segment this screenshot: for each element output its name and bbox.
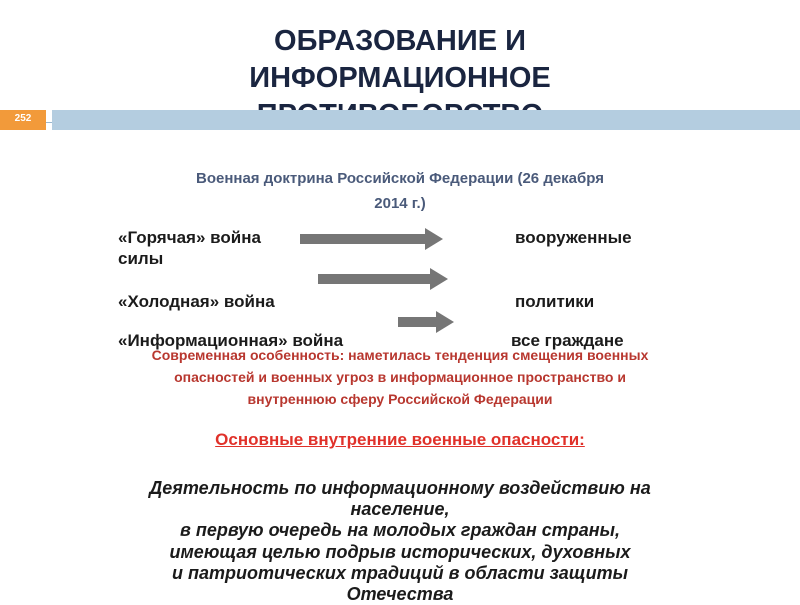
arrow-right-icon xyxy=(398,310,456,334)
body-line-2: население, xyxy=(350,499,450,519)
header-bar xyxy=(52,110,800,130)
body-line-3: в первую очередь на молодых граждан страны, xyxy=(179,520,621,540)
feature-line-2: опасностей и военных угроз в информационное пространство и xyxy=(174,369,626,385)
body-line-5: и патриотических традиций в области защиты xyxy=(171,563,628,583)
row-cold-war-target: политики xyxy=(515,292,595,311)
slide-number: 252 xyxy=(14,113,32,124)
feature-line-1: Современная особенность: наметилась тенденция смещения военных xyxy=(151,347,649,363)
feature-line-3: внутреннюю сферу Российской Федерации xyxy=(247,391,553,407)
row-hot-war: «Горячая» война xyxy=(118,228,261,247)
doctrine-line-1: Военная доктрина Российской Федерации (26 декабря xyxy=(195,170,605,187)
doctrine-line-2: 2014 г.) xyxy=(374,195,426,212)
body-line-4: имеющая целью подрыв исторических, духовных xyxy=(169,542,631,562)
row-cold-war: «Холодная» война xyxy=(118,292,275,311)
arrow-right-icon xyxy=(318,267,450,291)
row-info-war-target: все граждане xyxy=(511,331,624,350)
row-hot-war-target: вооруженные xyxy=(515,228,632,247)
dangers-heading: Основные внутренние военные опасности: xyxy=(215,430,585,449)
body-line-1: Деятельность по информационному воздействию на xyxy=(149,478,651,498)
body-line-6: Отечества xyxy=(346,584,454,604)
arrow-right-icon xyxy=(300,227,445,251)
row-info-war: «Информационная» война xyxy=(118,331,344,350)
title-line-2: ИНФОРМАЦИОННОЕ xyxy=(249,62,551,94)
row-hot-war-cont: силы xyxy=(118,249,164,268)
title-line-1: ОБРАЗОВАНИЕ И xyxy=(274,25,526,57)
